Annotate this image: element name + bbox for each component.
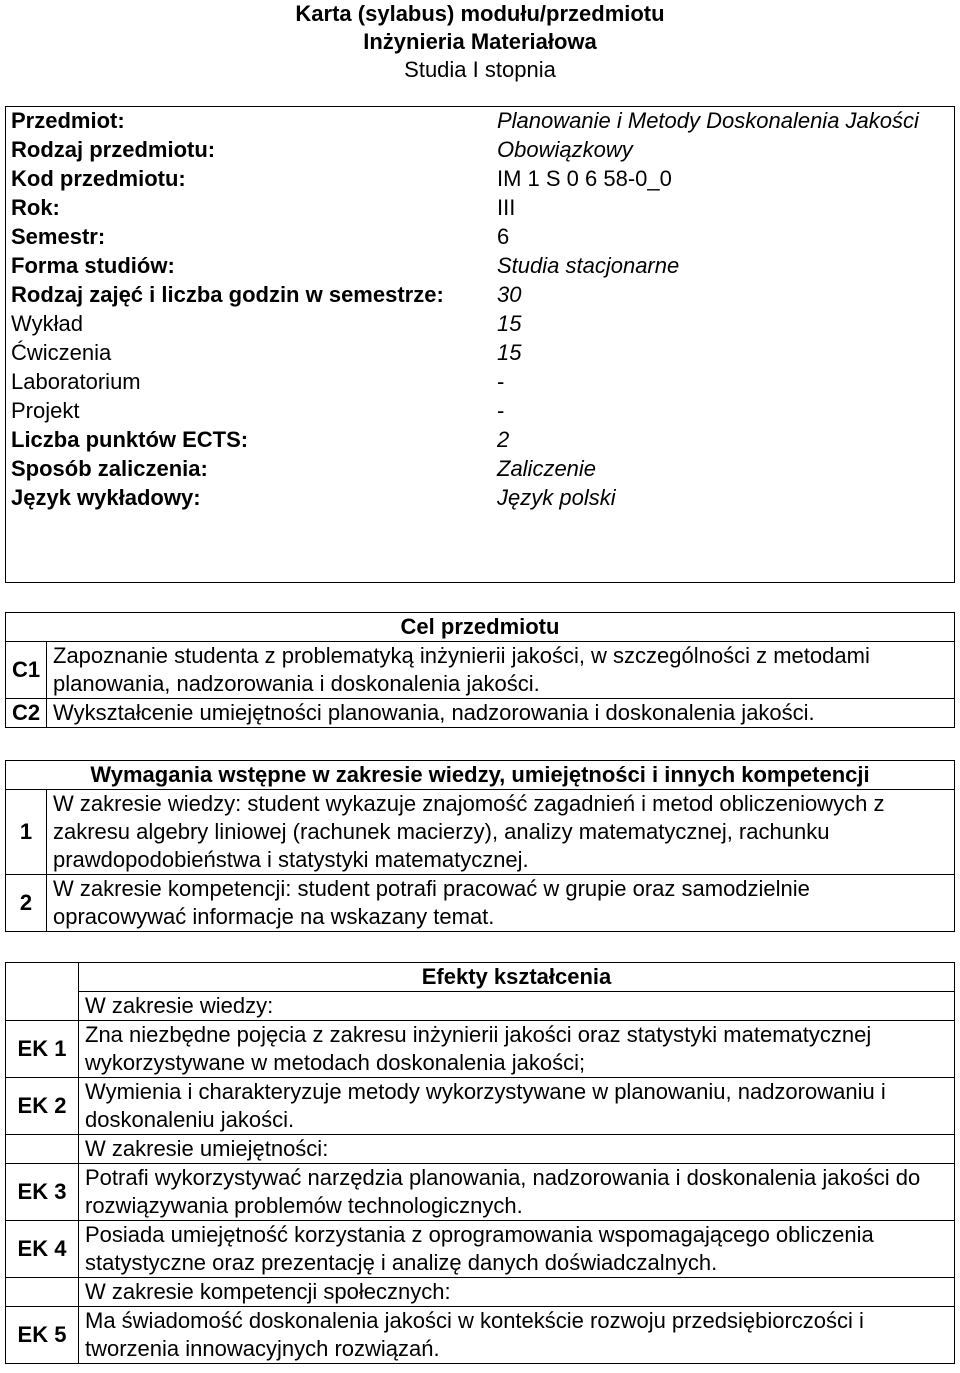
info-value: IM 1 S 0 6 58-0_0 xyxy=(497,165,672,191)
info-row xyxy=(5,425,955,454)
goal-text: Zapoznanie studenta z problematyką inżynierii jakości, w szczególności z metodami planowania, nadzorowania i doskonalenia jakości. xyxy=(47,642,955,699)
section-skills: W zakresie umiejętności: xyxy=(79,1135,955,1164)
outcome-row xyxy=(6,1021,955,1078)
info-value: III xyxy=(497,194,516,220)
outcome-row xyxy=(6,1221,955,1278)
doc-title: Karta (sylabus) modułu/przedmiotu xyxy=(295,1,665,26)
info-row xyxy=(5,135,955,164)
outcome-id: EK 2 xyxy=(6,1078,79,1135)
requirement-text: W zakresie kompetencji: student potrafi pracować w grupie oraz samodzielnie opracowywać informacje na wskazany temat. xyxy=(47,875,955,932)
goal-row xyxy=(6,642,955,699)
info-row xyxy=(5,251,955,280)
requirements-table xyxy=(5,760,955,932)
section-competences: W zakresie kompetencji społecznych: xyxy=(79,1278,955,1307)
info-value: 15 xyxy=(497,310,522,336)
info-row xyxy=(5,222,955,251)
program-name: Inżynieria Materiałowa xyxy=(363,29,597,54)
info-row xyxy=(5,367,955,396)
info-value: Planowanie i Metody Doskonalenia Jakości xyxy=(497,107,919,133)
info-value: 2 xyxy=(497,426,510,452)
info-label: Przedmiot: xyxy=(11,107,125,133)
outcomes-table xyxy=(5,962,955,1364)
info-label: Laboratorium xyxy=(11,368,141,394)
info-value: 15 xyxy=(497,339,522,365)
section-knowledge: W zakresie wiedzy: xyxy=(79,992,955,1021)
outcome-row xyxy=(6,1078,955,1135)
info-label: Sposób zaliczenia: xyxy=(11,455,208,481)
info-value: Język polski xyxy=(497,484,616,510)
outcome-text: Wymienia i charakteryzuje metody wykorzystywane w planowaniu, nadzorowaniu i doskonaleniu jakości. xyxy=(79,1078,955,1135)
info-table xyxy=(5,106,955,512)
outcome-id: EK 4 xyxy=(6,1221,79,1278)
goal-row xyxy=(6,699,955,728)
info-row xyxy=(5,164,955,193)
info-row xyxy=(5,396,955,425)
info-value: - xyxy=(497,368,505,394)
requirements-title: Wymagania wstępne w zakresie wiedzy, umiejętności i innych kompetencji xyxy=(6,761,955,790)
goal-id: C2 xyxy=(6,699,47,728)
info-value: - xyxy=(497,397,505,423)
requirement-row xyxy=(6,875,955,932)
info-label: Forma studiów: xyxy=(11,252,175,278)
goals-title: Cel przedmiotu xyxy=(6,613,955,642)
outcome-id: EK 5 xyxy=(6,1307,79,1364)
info-value: Obowiązkowy xyxy=(497,136,633,162)
info-label: Ćwiczenia xyxy=(11,339,112,365)
info-row xyxy=(5,483,955,512)
info-value: 30 xyxy=(497,281,522,307)
outcome-text: Zna niezbędne pojęcia z zakresu inżynierii jakości oraz statystyki matematycznej wykorzystywane w metodach doskonalenia jakości; xyxy=(79,1021,955,1078)
info-value: 6 xyxy=(497,223,510,249)
goals-table xyxy=(5,612,955,728)
requirement-text: W zakresie wiedzy: student wykazuje znajomość zagadnień i metod obliczeniowych z zakresu algebry liniowej (rachunek macierzy), analizy matematycznej, rachunku prawdopodobieństwa i statystyki matematycznej. xyxy=(47,790,955,875)
info-label: Semestr: xyxy=(11,223,106,249)
goal-id: C1 xyxy=(6,642,47,699)
goal-text: Wykształcenie umiejętności planowania, nadzorowania i doskonalenia jakości. xyxy=(47,699,955,728)
requirement-row xyxy=(6,790,955,875)
outcome-id: EK 1 xyxy=(6,1021,79,1078)
info-row xyxy=(5,280,955,309)
info-label: Wykład xyxy=(11,310,83,336)
requirement-id: 2 xyxy=(6,875,47,932)
outcome-row xyxy=(6,1164,955,1221)
info-label: Język wykładowy: xyxy=(11,484,201,510)
info-row xyxy=(5,338,955,367)
outcome-text: Posiada umiejętność korzystania z oprogramowania wspomagającego obliczenia statystyczne oraz prezentację i analizę danych doświadczalnych. xyxy=(79,1221,955,1278)
requirement-id: 1 xyxy=(6,790,47,875)
info-label: Rok: xyxy=(11,194,60,220)
info-label: Liczba punktów ECTS: xyxy=(11,426,249,452)
outcomes-title: Efekty kształcenia xyxy=(79,963,955,992)
outcome-text: Potrafi wykorzystywać narzędzia planowania, nadzorowania i doskonalenia jakości do rozwiązywania problemów technologicznych. xyxy=(79,1164,955,1221)
info-row xyxy=(5,309,955,338)
outcome-text: Ma świadomość doskonalenia jakości w kontekście rozwoju przedsiębiorczości i tworzenia innowacyjnych rozwiązań. xyxy=(79,1307,955,1364)
info-value: Zaliczenie xyxy=(497,455,597,481)
study-level: Studia I stopnia xyxy=(404,57,556,82)
info-value: Studia stacjonarne xyxy=(497,252,680,278)
info-row xyxy=(5,106,955,135)
outcome-row xyxy=(6,1307,955,1364)
info-label: Rodzaj zajęć i liczba godzin w semestrze: xyxy=(11,281,444,307)
outcome-id: EK 3 xyxy=(6,1164,79,1221)
info-label: Rodzaj przedmiotu: xyxy=(11,136,216,162)
info-label: Projekt xyxy=(11,397,80,423)
info-row xyxy=(5,193,955,222)
info-row xyxy=(5,454,955,483)
info-label: Kod przedmiotu: xyxy=(11,165,186,191)
